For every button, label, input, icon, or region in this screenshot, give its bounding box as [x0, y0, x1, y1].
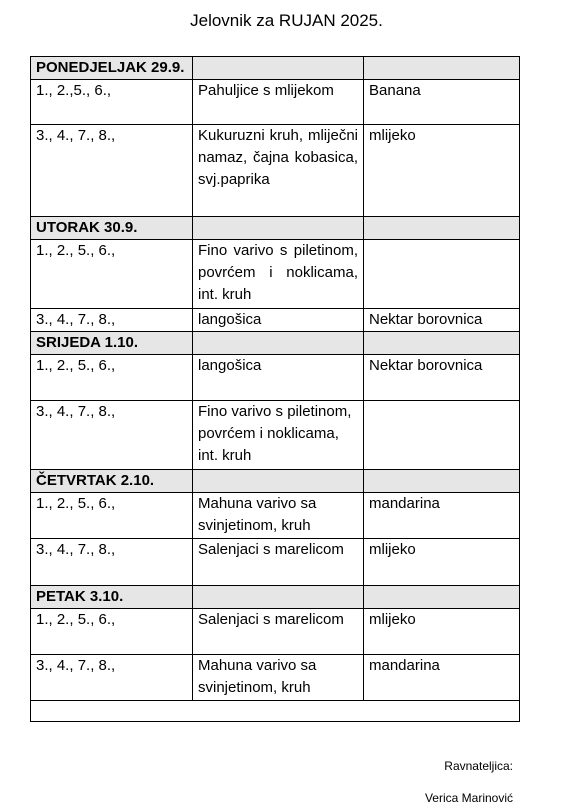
- empty-cell: [193, 217, 364, 240]
- day-header-row: [31, 332, 520, 355]
- table-row: [31, 80, 520, 125]
- meal-cell: Kukuruzni kruh, mliječni namaz, čajna kobasica, svj.paprika: [193, 125, 364, 217]
- extra-cell: mlijeko: [364, 125, 520, 217]
- day-name: SRIJEDA 1.10.: [31, 332, 193, 355]
- grades-cell: 3., 4., 7., 8.,: [31, 309, 193, 332]
- meal-cell: Salenjaci s marelicom: [193, 539, 364, 586]
- day-header-row: [31, 57, 520, 80]
- extra-cell: Nektar borovnica: [364, 309, 520, 332]
- empty-cell: [364, 332, 520, 355]
- empty-row: [31, 701, 520, 722]
- extra-cell: mlijeko: [364, 609, 520, 655]
- extra-cell: Banana: [364, 80, 520, 125]
- extra-cell: Nektar borovnica: [364, 355, 520, 401]
- empty-cell: [364, 470, 520, 493]
- day-name: PONEDJELJAK 29.9.: [31, 57, 193, 80]
- meal-cell: Pahuljice s mlijekom: [193, 80, 364, 125]
- grades-cell: 1., 2., 5., 6.,: [31, 609, 193, 655]
- grades-cell: 1., 2., 5., 6.,: [31, 355, 193, 401]
- extra-cell: mandarina: [364, 493, 520, 539]
- empty-cell: [193, 332, 364, 355]
- menu-table: [30, 56, 520, 722]
- table-row: [31, 609, 520, 655]
- signature-name: Verica Marinović: [424, 791, 513, 805]
- empty-cell: [193, 57, 364, 80]
- table-row: [31, 493, 520, 539]
- empty-cell: [364, 586, 520, 609]
- day-name: PETAK 3.10.: [31, 586, 193, 609]
- meal-cell: langošica: [193, 309, 364, 332]
- day-name: UTORAK 30.9.: [31, 217, 193, 240]
- table-row: [31, 240, 520, 309]
- extra-cell: mlijeko: [364, 539, 520, 586]
- document-title: Jelovnik za RUJAN 2025.: [190, 11, 383, 30]
- day-header-row: [31, 217, 520, 240]
- grades-cell: 3., 4., 7., 8.,: [31, 655, 193, 701]
- grades-cell: 1., 2., 5., 6.,: [31, 240, 193, 309]
- signature-role: Ravnateljica:: [444, 759, 513, 773]
- extra-cell: [364, 240, 520, 309]
- empty-cell: [364, 217, 520, 240]
- table-row: [31, 655, 520, 701]
- grades-cell: 3., 4., 7., 8.,: [31, 401, 193, 470]
- empty-cell: [31, 701, 520, 722]
- day-header-row: [31, 586, 520, 609]
- empty-cell: [193, 470, 364, 493]
- table-row: [31, 309, 520, 332]
- meal-cell: Salenjaci s marelicom: [193, 609, 364, 655]
- meal-cell: langošica: [193, 355, 364, 401]
- grades-cell: 3., 4., 7., 8.,: [31, 125, 193, 217]
- table-row: [31, 355, 520, 401]
- grades-cell: 1., 2., 5., 6.,: [31, 493, 193, 539]
- table-row: [31, 401, 520, 470]
- extra-cell: mandarina: [364, 655, 520, 701]
- meal-cell: Mahuna varivo sa svinjetinom, kruh: [193, 493, 364, 539]
- day-name: ČETVRTAK 2.10.: [31, 470, 193, 493]
- meal-cell: Mahuna varivo sa svinjetinom, kruh: [193, 655, 364, 701]
- grades-cell: 1., 2.,5., 6.,: [31, 80, 193, 125]
- meal-cell: Fino varivo s piletinom, povrćem i noklicama, int. kruh: [193, 240, 364, 309]
- table-row: [31, 539, 520, 586]
- extra-cell: [364, 401, 520, 470]
- table-row: [31, 125, 520, 217]
- day-header-row: [31, 470, 520, 493]
- empty-cell: [193, 586, 364, 609]
- empty-cell: [364, 57, 520, 80]
- meal-cell: Fino varivo s piletinom, povrćem i noklicama, int. kruh: [193, 401, 364, 470]
- grades-cell: 3., 4., 7., 8.,: [31, 539, 193, 586]
